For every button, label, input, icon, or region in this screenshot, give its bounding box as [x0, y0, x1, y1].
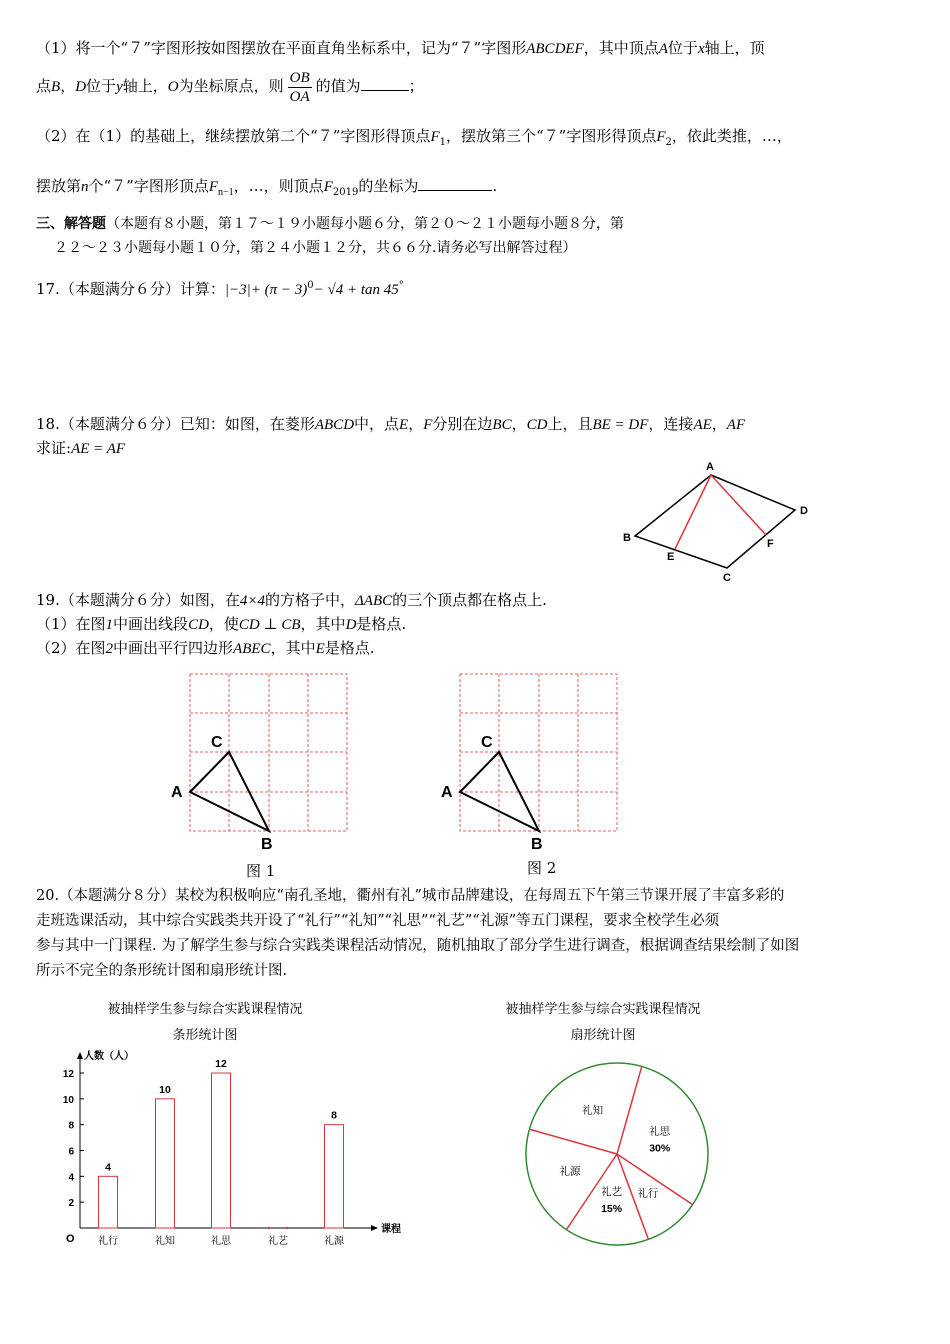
segment-af [711, 475, 766, 535]
label-d: D [800, 505, 808, 517]
fig1-label-a: A [171, 784, 183, 801]
bar-value-label: 8 [331, 1109, 337, 1122]
x-tick-label: 礼艺 [268, 1236, 288, 1247]
rhombus-figure [600, 455, 830, 585]
label-a: A [706, 461, 714, 473]
grid-figure-1 [168, 670, 358, 850]
slice-label: 礼源 [559, 1165, 581, 1178]
grid-figure-2 [438, 670, 628, 850]
q18-line1: 18.（本题满分６分）已知：如图，在菱形ABCD中，点E，F分别在边BC，CD上，且BE = DF，连接AE，AF [36, 415, 746, 433]
dashed-grid [190, 674, 347, 831]
origin-label: O [66, 1233, 75, 1245]
bar [156, 1099, 175, 1228]
bar-value-label: 4 [105, 1161, 111, 1174]
empty-bar-marker [286, 1227, 288, 1229]
dashed-grid [460, 674, 617, 831]
pie-chart-title: 被抽样学生参与综合实践课程情况 [505, 1002, 701, 1017]
x-axis-label: 课程 [381, 1224, 401, 1235]
fig2-label-b: B [531, 836, 543, 850]
y-tick-label: 6 [68, 1146, 74, 1158]
x-tick-label: 礼行 [98, 1236, 118, 1247]
q16-part2-line1: （2）在（1）的基础上，继续摆放第二个“７”字图形得顶点$F_1$，摆放第三个“７”字图形得顶点$F_2$，依此类推，…， [36, 127, 792, 148]
q20-line2: 走班选课活动，其中综合实践类共开设了“礼行”“礼知”“礼思”“礼艺”“礼源”等五门课程，要求全校学生必须 [36, 913, 720, 929]
q20-line4: 所示不完全的条形统计图和扇形统计图. [36, 963, 288, 979]
bar-chart-title: 被抽样学生参与综合实践课程情况 [107, 1002, 303, 1017]
fig2-caption: 图 2 [527, 859, 557, 877]
y-tick-label: 4 [68, 1172, 74, 1184]
y-tick-label: 8 [68, 1120, 74, 1132]
q17: 17.（本题满分６分）计算：$|-3|+ (\pi - 3)^0- √4 + \tan 45^\circ$ [36, 280, 404, 298]
bar [99, 1176, 118, 1228]
y-tick-label: 10 [62, 1094, 74, 1106]
section-title: 三、解答题 [36, 216, 106, 232]
rhombus-outline [635, 475, 795, 568]
q16-part2-line2: 摆放第n个“７”字图形顶点$F_{n-1}$，…，则顶点$F_{2019}$的坐标为 . [36, 177, 498, 198]
x-tick-label: 礼源 [324, 1236, 344, 1247]
slice-label: 礼知 [582, 1104, 604, 1117]
bar [212, 1073, 231, 1228]
q19-line3: （2）在图2中画出平行四边形ABEC，其中E是格点. [36, 639, 375, 657]
q20-line3: 参与其中一门课程. 为了解学生参与综合实践类课程活动情况，随机抽取了部分学生进行调查，根据调查结果绘制了如图 [36, 938, 800, 954]
x-axis-arrow [371, 1225, 378, 1231]
fig2-label-a: A [441, 784, 453, 801]
segment-ae [675, 475, 711, 549]
answer-blank-1[interactable] [361, 76, 409, 91]
x-tick-label: 礼知 [155, 1236, 175, 1247]
q19-line1: 19.（本题满分６分）如图，在4×4的方格子中，ΔABC的三个顶点都在格点上. [36, 591, 547, 609]
slice-label: 礼行 [637, 1187, 659, 1200]
pie-chart [520, 1052, 720, 1252]
slice-percent: 15% [601, 1203, 623, 1216]
label-b: B [623, 532, 631, 544]
answer-blank-2[interactable] [418, 176, 492, 191]
fraction-ob-oa: $\frac{OB}{OA}$ [289, 69, 310, 105]
slice-percent: 30% [649, 1142, 671, 1155]
q16-part1-line2: 点B，D位于y轴上，O为坐标原点，则 $\frac{OB}{OA}$ 的值为 ； [36, 69, 424, 105]
empty-bar-marker [268, 1227, 270, 1229]
bar-chart-subtitle: 条形统计图 [172, 1028, 238, 1043]
q18-line2: 求证:AE = AF [36, 439, 126, 457]
label-e: E [667, 551, 675, 563]
y-axis-arrow [77, 1052, 83, 1059]
section3-header: 三、解答题（本题有８小题，第１７～１９小题每小题６分，第２０～２１小题每小题８分，第 [36, 216, 624, 232]
bar [325, 1125, 344, 1228]
slice-label: 礼思 [649, 1125, 671, 1138]
fig2-label-c: C [481, 734, 493, 751]
slice-divider [617, 1066, 642, 1154]
slice-divider [529, 1129, 617, 1154]
x-tick-label: 礼思 [211, 1236, 231, 1247]
q19-line2: （1）在图1中画出线段CD，使CD ⊥ CB，其中D是格点. [36, 615, 407, 633]
label-c: C [723, 572, 731, 584]
bar-chart [56, 1045, 406, 1250]
q20-line1: 20.（本题满分８分）某校为积极响应“南孔圣地，衢州有礼”城市品牌建设，在每周五下午第三节课开展了丰富多彩的 [36, 888, 785, 904]
y-tick-label: 2 [68, 1198, 74, 1210]
fig1-label-c: C [211, 734, 223, 751]
q16-part1-line1: （1）将一个“７”字图形按如图摆放在平面直角坐标系中，记为“７”字图形ABCDEF，其中顶点A位于x轴上，顶 [36, 39, 765, 57]
slice-label: 礼艺 [601, 1186, 623, 1199]
y-axis-label: 人数（人） [84, 1051, 134, 1062]
label-f: F [767, 538, 774, 550]
fig1-caption: 图 1 [246, 862, 276, 880]
bar-value-label: 10 [159, 1083, 171, 1096]
section3-desc-line2: ２２～２３小题每小题１０分，第２４小题１２分，共６６分.请务必写出解答过程） [54, 240, 577, 256]
y-tick-label: 12 [62, 1069, 74, 1080]
bar-value-label: 12 [215, 1058, 227, 1070]
fig1-label-b: B [261, 836, 273, 850]
pie-chart-subtitle: 扇形统计图 [570, 1028, 636, 1043]
